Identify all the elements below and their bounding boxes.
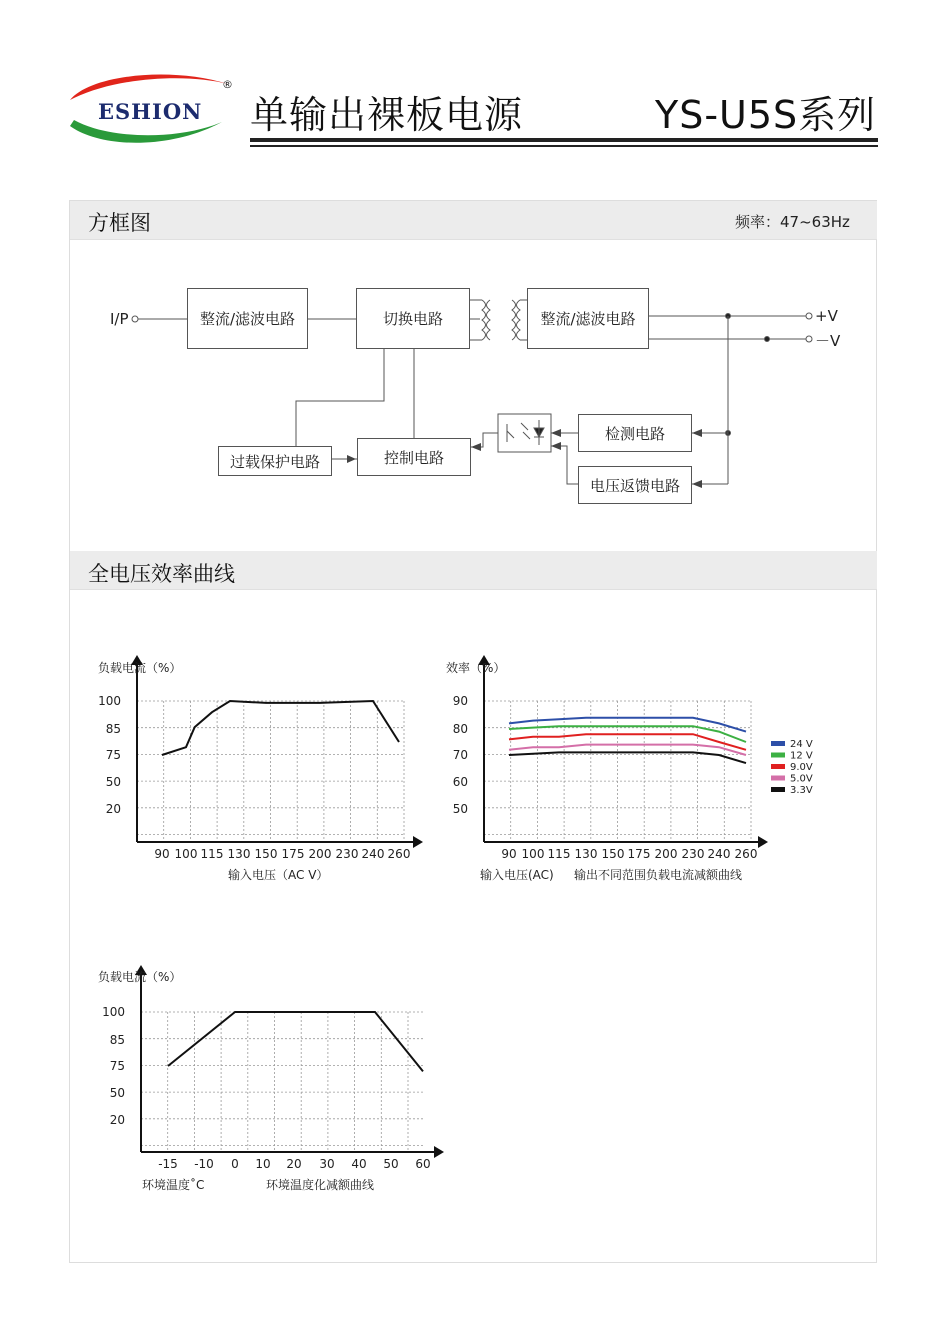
chart3-x-tick: 30 [319,1157,335,1171]
chart2-legend-label: 24 V [790,739,813,750]
chart3-x-tick: 40 [351,1157,367,1171]
series-title: YS-U5S系列 [655,93,877,137]
chart2-x-tick: 230 [681,847,705,861]
chart3-xlabel: 环境温度˚C [142,1178,205,1192]
chart3-x-tick: -10 [194,1157,214,1171]
chart1-x-tick: 240 [361,847,385,861]
chart1-x-tick: 150 [254,847,278,861]
chart3-y-tick: 100 [102,1005,125,1019]
chart1-y-tick: 85 [105,722,121,736]
chart2-y-tick: 70 [452,748,468,762]
chart2-x-tick: 200 [654,847,678,861]
chart2-y-tick: 80 [452,722,468,736]
section-title-block-diagram: 方框图 [88,211,151,235]
chart2-y-tick: 60 [452,775,468,789]
chart2-legend-swatch [771,776,785,781]
frequency-label: 频率：47~63Hz [735,213,850,231]
chart2-y-tick: 90 [452,694,468,708]
chart1-x-tick: 175 [281,847,305,861]
block-switching: 切换电路 [356,288,470,349]
chart3-x-tick: 60 [415,1157,431,1171]
chart1-y-tick: 20 [105,802,121,816]
chart2-legend-swatch [771,764,785,769]
chart3-series-line [168,1012,423,1071]
chart3-y-tick: 50 [109,1086,125,1100]
chart2-legend-swatch [771,787,785,792]
chart2-legend-swatch [771,741,785,746]
chart2-xlabel: 输入电压(AC) [480,868,554,882]
block-rectifier-filter-input: 整流/滤波电路 [187,288,308,349]
page-title: 单输出裸板电源 [250,93,524,137]
block-control: 控制电路 [357,438,471,476]
chart3-y-tick: 75 [109,1059,125,1073]
chart2-caption: 输出不同范围负载电流减额曲线 [574,868,743,882]
chart2-x-tick: 240 [707,847,731,861]
chart1-x-tick: 200 [308,847,332,861]
chart3-y-tick: 85 [109,1033,125,1047]
chart3-y-tick: 20 [109,1113,125,1127]
chart1-x-tick: 90 [154,847,170,861]
section-title-curves: 全电压效率曲线 [88,562,235,586]
chart2-legend-label: 9.0V [790,762,813,773]
input-label: I/P [110,310,129,328]
chart3-ylabel: 负载电流（%） [98,970,182,984]
chart2-x-tick: 175 [627,847,651,861]
chart1-xlabel: 输入电压（AC V） [228,868,329,882]
chart3-x-tick: 0 [231,1157,239,1171]
chart1-x-tick: 115 [200,847,224,861]
chart2-x-tick: 100 [521,847,545,861]
chart1-x-arrow [413,836,423,848]
chart2-x-tick: 150 [601,847,625,861]
chart1-x-tick: 230 [335,847,359,861]
chart1-ylabel: 负载电流（%） [98,661,182,675]
chart3-x-tick: 50 [383,1157,399,1171]
chart2-x-arrow [758,836,768,848]
chart1-y-tick: 100 [98,694,121,708]
chart2-legend-swatch [771,753,785,758]
chart3-x-arrow [434,1146,444,1158]
block-voltage-feedback: 电压返馈电路 [578,466,692,504]
chart1-x-tick: 100 [174,847,198,861]
chart3-caption: 环境温度化减额曲线 [266,1178,375,1192]
chart2-series-line [509,752,746,763]
chart2-legend-label: 5.0V [790,773,813,785]
output-negative-label: －V [815,332,841,350]
chart2-legend-label: 12 V [790,750,813,762]
chart1-y-tick: 50 [105,775,121,789]
chart1-x-tick: 130 [227,847,251,861]
block-overload-protection: 过载保护电路 [218,446,332,476]
chart2-y-tick: 50 [452,802,468,816]
chart2-x-tick: 130 [574,847,598,861]
chart1-y-tick: 75 [105,748,121,762]
chart2-x-tick: 260 [734,847,758,861]
chart2-ylabel: 效率（%） [446,661,506,675]
brand-logo: ESHION [98,99,203,124]
registered-mark: ® [222,78,233,91]
output-positive-label: +V [815,307,838,325]
chart1-x-tick: 260 [387,847,411,861]
chart3-x-tick: -15 [158,1157,178,1171]
chart2-legend-label: 3.3V [790,785,813,796]
block-detection: 检测电路 [578,414,692,452]
chart3-x-tick: 10 [255,1157,271,1171]
block-rectifier-filter-output: 整流/滤波电路 [527,288,649,349]
chart2-x-tick: 90 [501,847,517,861]
chart2-x-tick: 115 [547,847,571,861]
chart3-x-tick: 20 [286,1157,302,1171]
